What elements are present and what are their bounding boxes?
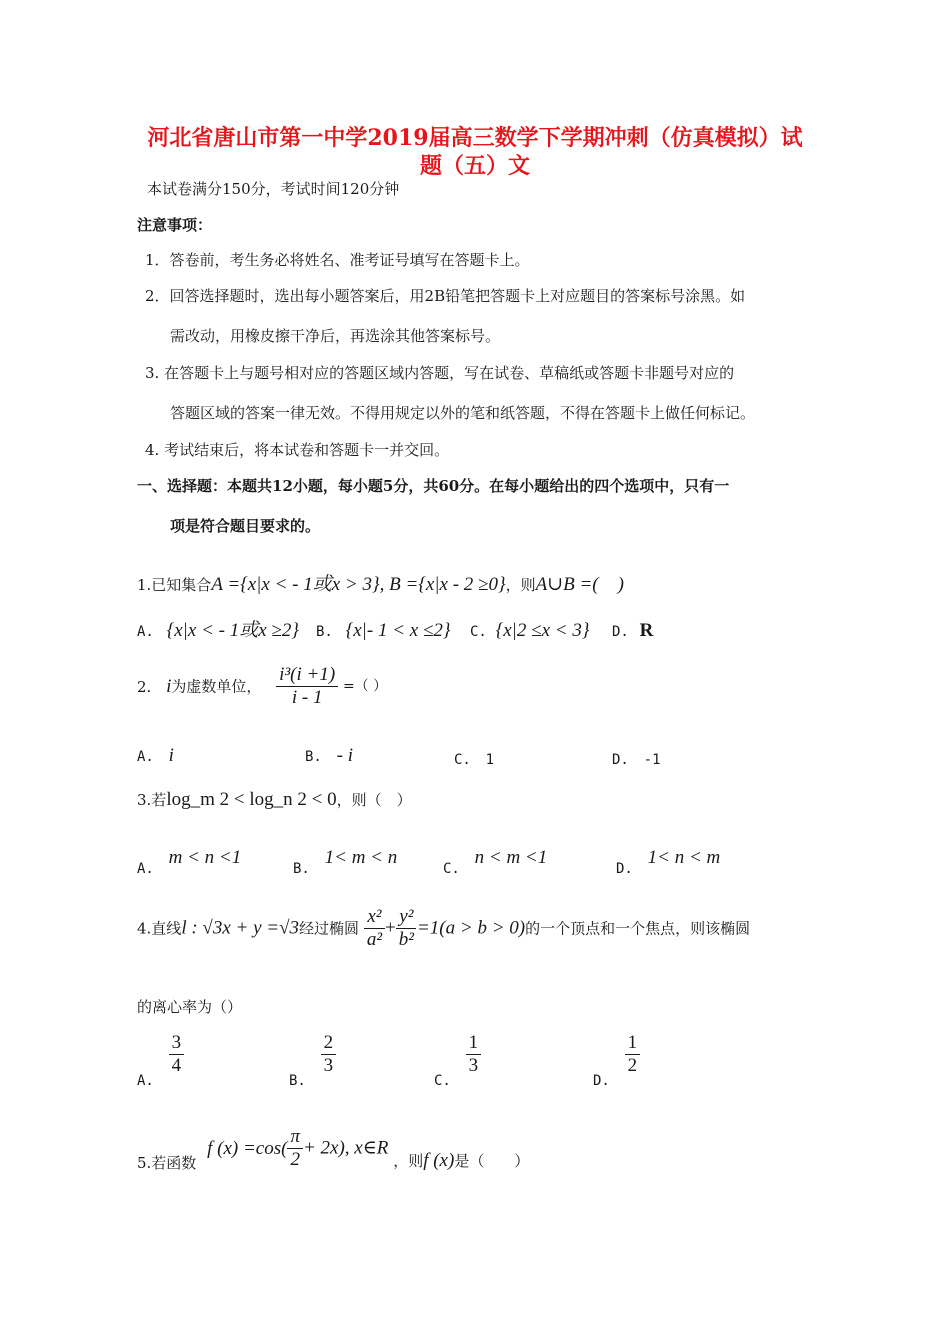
q1-option-a-value: {x|x < - 1或x ≥2} [166, 620, 299, 641]
q4-option-a-fraction [169, 1032, 185, 1077]
notice-heading: 注意事项： [137, 216, 213, 234]
notice-item-2: 2．回答选择题时，选出每小题答案后，用2B铅笔把答题卡上对应题目的答案标号涂黑。如 [145, 287, 746, 305]
q1-tail: A∪B =( ) [535, 574, 624, 595]
q2-option-c [454, 749, 494, 770]
q1-option-c [470, 621, 589, 642]
q2-option-b [305, 746, 353, 767]
q4-option-a-num: 3 [169, 1032, 185, 1055]
q1-prefix: 1.已知集合 [137, 576, 212, 594]
q4-option-b-label: B. [289, 1072, 306, 1089]
q4-b2: b² [398, 929, 414, 950]
q4-prefix: 4.直线 [137, 919, 182, 938]
q4-option-d-den: 2 [627, 1055, 638, 1076]
q1-option-c-label: C. [470, 624, 487, 640]
q3-option-b-label: B. [293, 861, 310, 877]
q2-option-b-label: B. [305, 749, 322, 765]
q2-numerator: i³(i +1) [276, 664, 338, 687]
q2-option-c-value: 1 [485, 752, 495, 768]
exam-title-line1: 河北省唐山市第一中学2019届高三数学下学期冲刺（仿真模拟）试 [147, 125, 803, 151]
q5-fraction [287, 1126, 303, 1171]
q3-option-d-value: 1< n < m [647, 847, 721, 868]
q4-x2: x² [364, 906, 384, 929]
q1-option-a [137, 621, 299, 642]
q4-fraction-y [396, 906, 417, 951]
q5-prefix: 5.若函数 [137, 1153, 197, 1172]
q1-option-b [316, 621, 451, 642]
q3-option-b [293, 847, 398, 877]
q5-pi: π [287, 1126, 303, 1149]
q5-f-left: f (x) =cos( [207, 1137, 288, 1159]
q2-denominator: i - 1 [291, 687, 323, 708]
question-1 [137, 575, 624, 595]
q2-option-c-label: C. [454, 752, 471, 768]
q3-option-b-value: 1< m < n [324, 847, 398, 868]
q3-formula: log_m 2 < log_n 2 < 0 [166, 789, 337, 810]
q3-option-c-value: n < m <1 [474, 847, 548, 868]
q2-option-a-label: A. [137, 749, 154, 765]
question-4 [137, 906, 750, 951]
q4-option-a [137, 1032, 184, 1089]
q3-option-a-label: A. [137, 861, 154, 877]
q4-y2: y² [396, 906, 416, 929]
q2-option-d [612, 749, 661, 770]
q1-option-d-label: D. [612, 624, 629, 640]
q4-option-a-label: A. [137, 1072, 154, 1089]
notice-item-3: 3. 在答题卡上与题号相对应的答题区域内答题，写在试卷、草稿纸或答题卡非题号对应的 [145, 364, 735, 382]
q2-option-a [137, 746, 174, 767]
q4-option-c-den: 3 [468, 1055, 479, 1076]
q4-option-d-label: D. [593, 1072, 610, 1089]
section1-heading-cont: 项是符合题目要求的。 [170, 517, 321, 535]
q4-option-b [289, 1032, 336, 1089]
notice-item-1: 1．答卷前，考生务必将姓名、准考证号填写在答题卡上。 [145, 251, 530, 269]
q5-tail: 是（ ） [454, 1151, 530, 1170]
q1-option-d-value: R [639, 620, 654, 641]
q4-plus: + [385, 917, 396, 939]
q5-f-right: + 2x), x∈R [302, 1137, 389, 1159]
q5-fx: f (x) [423, 1149, 455, 1171]
q4-line-equation: l : √3x + y =√3 [181, 917, 300, 939]
q2-option-a-value: i [168, 745, 174, 766]
q4-option-b-fraction [321, 1032, 337, 1077]
question-5 [137, 1126, 529, 1171]
q4-tail: 的一个顶点和一个焦点，则该椭圆 [525, 919, 751, 938]
exam-title-line2: 题（五）文 [419, 153, 530, 179]
q5-two: 2 [290, 1149, 300, 1170]
section1-heading: 一、选择题：本题共12小题，每小题5分，共60分。在每小题给出的四个选项中，只有一 [137, 477, 730, 495]
notice-item-2-cont: 需改动，用橡皮擦干净后，再选涂其他答案标号。 [170, 327, 501, 345]
q4-option-d [593, 1032, 640, 1089]
q2-prefix: 2. [137, 677, 152, 696]
q4-option-a-den: 4 [171, 1055, 182, 1076]
exam-intro: 本试卷满分150分，考试时间120分钟 [147, 180, 400, 198]
q4-a2: a² [366, 929, 383, 950]
q4-option-b-den: 3 [323, 1055, 334, 1076]
notice-item-4: 4. 考试结束后，将本试卷和答题卡一并交回。 [145, 441, 450, 459]
q5-mid: ，则 [393, 1151, 424, 1170]
q3-option-d [616, 847, 721, 877]
q3-option-c [443, 847, 548, 877]
q3-option-a [137, 847, 242, 877]
q2-option-d-label: D. [612, 752, 629, 768]
q2-var: i [166, 675, 172, 697]
q2-fraction [276, 664, 338, 709]
q4-option-b-num: 2 [321, 1032, 337, 1055]
q4-mid: 经过椭圆 [299, 919, 360, 938]
q2-option-b-value: - i [336, 745, 353, 766]
q1-option-c-value: {x|2 ≤x < 3} [495, 620, 590, 641]
question-3 [137, 790, 412, 810]
q3-option-d-label: D. [616, 861, 633, 877]
q1-formula: A ={x|x < - 1或x > 3}, B ={x|x - 2 ≥0} [211, 574, 506, 595]
q4-option-c [434, 1032, 481, 1089]
q3-option-a-value: m < n <1 [168, 847, 242, 868]
notice-item-3-cont: 答题区域的答案一律无效。不得用规定以外的笔和纸答题，不得在答题卡上做任何标记。 [170, 404, 756, 422]
q2-option-d-value: -1 [643, 752, 661, 768]
question-2 [137, 664, 387, 709]
q1-option-d [612, 621, 653, 642]
q2-tail: =（ ） [342, 678, 388, 695]
q2-text: 为虚数单位， [171, 677, 262, 696]
q1-option-a-label: A. [137, 624, 154, 640]
q1-option-b-label: B. [316, 624, 333, 640]
q3-prefix: 3.若 [137, 791, 167, 809]
q4-line2: 的离心率为（） [137, 998, 243, 1016]
q4-option-d-num: 1 [625, 1032, 641, 1055]
q1-suffix: ，则 [505, 576, 536, 594]
q4-fraction-x [364, 906, 385, 951]
q4-option-c-fraction [466, 1032, 482, 1077]
q4-option-d-fraction [625, 1032, 641, 1077]
q4-option-c-num: 1 [466, 1032, 482, 1055]
q3-option-c-label: C. [443, 861, 460, 877]
q3-tail: ，则（ ） [336, 791, 412, 809]
q1-option-b-value: {x|- 1 < x ≤2} [345, 620, 451, 641]
q4-condition: =1(a > b > 0) [416, 917, 526, 939]
q4-option-c-label: C. [434, 1072, 451, 1089]
